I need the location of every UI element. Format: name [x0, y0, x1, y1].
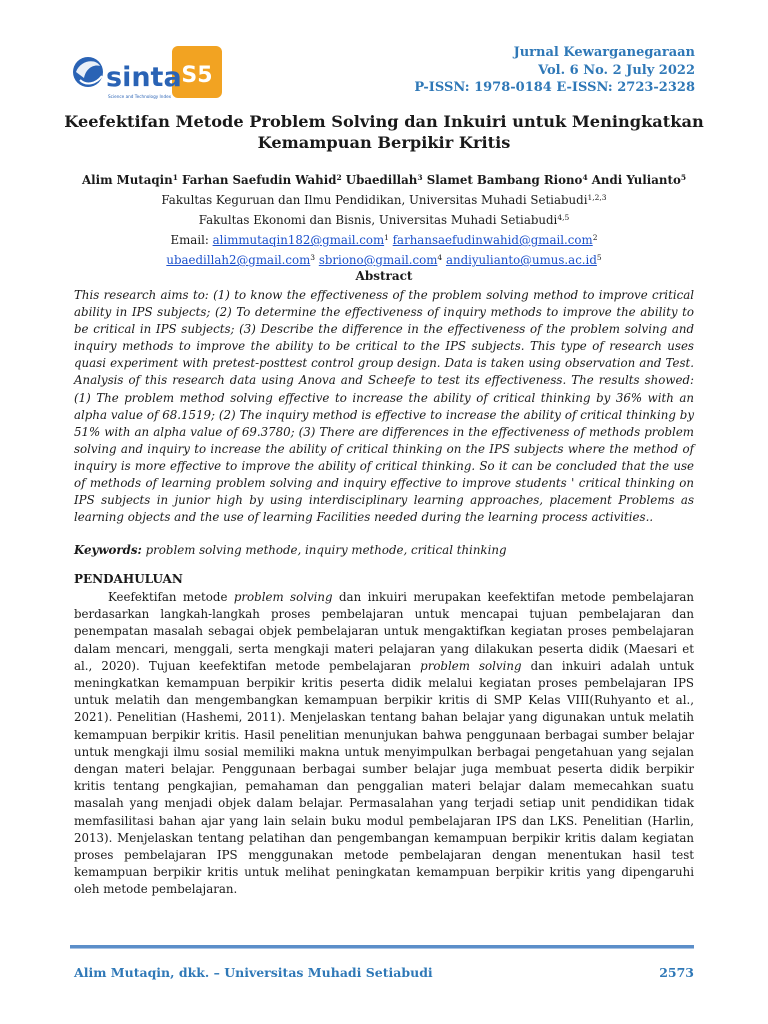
sinta-logo-mark: [73, 46, 222, 99]
email-line-2: [40, 249, 728, 269]
svg-text:Science and Technology Index: Science and Technology Index: [108, 94, 172, 99]
affiliation-text: Fakultas Ekonomi dan Bisnis, Universitas Muhadi Setiabudi: [198, 213, 558, 227]
author-names: [40, 169, 728, 189]
keywords-text: problem solving methode, inquiry methode, critical thinking: [145, 543, 507, 557]
svg-text:S5: S5: [181, 63, 213, 88]
abstract-text: This research aims to: (1) to know the effectiveness of the problem solving method to improve critical ability in IPS subjects; (2) To determine the effectiveness of inquiry methods to improve the ability to be critical in IPS subjects; (3) Describe the difference in the effectiveness of the problem solving and inquiry methods to improve the ability to be critical to the IPS subjects. This type of research uses quasi experiment with pretest-posttest control group design. Data is taken using observation and Test. Analysis of this research data using Anova and Scheefe to test its effectiveness. The results showed: (1) The problem method solving effective to increase the ability of critical thinking by 36% with an alpha value of 68.1519; (2) The inquiry method is effective to increase the ability of critical thinking by 51% with an alpha value of 69.3780; (3) There are differences in the effectiveness of methods problem solving and inquiry to increase the ability of critical thinking on the IPS subjects where the method of inquiry is more effective to improve the ability of critical thinking. So it can be concluded that the use of methods of learning problem solving and inquiry effective to improve students ' critical thinking on IPS subjects in junior high by using interdisciplinary learning approaches, placement Problems as learning objects and the use of learning Facilities needed during the learning process activities..: [74, 288, 694, 525]
abstract-heading: Abstract: [355, 269, 413, 283]
intro-text: Keefektifan metode: [108, 590, 228, 604]
affiliation-sup: 4,5: [557, 213, 570, 222]
paper-title: Keefektifan Metode Problem Solving dan Inkuiri untuk Meningkatkan Kemampuan Berpikir Kritis: [64, 112, 704, 152]
author-name: Alim Mutaqin: [81, 173, 173, 187]
email-label: Email:: [170, 233, 209, 247]
sinta-logo: [70, 42, 230, 104]
author-sup: 5: [680, 173, 687, 182]
author-sup: 4: [582, 173, 588, 182]
affiliation-1: [40, 189, 728, 209]
author-block: [40, 169, 728, 269]
intro-term: problem solving: [233, 590, 333, 604]
footer-authors: Alim Mutaqin, dkk. – Universitas Muhadi Setiabudi: [74, 965, 433, 980]
page-number: 2573: [659, 965, 694, 980]
keywords: [74, 542, 694, 559]
author-name: Farhan Saefudin Wahid: [182, 173, 337, 187]
author-name: Ubaedillah: [345, 173, 418, 187]
affiliation-sup: 1,2,3: [587, 193, 607, 202]
email-link[interactable]: ubaedillah2@gmail.com: [166, 253, 311, 267]
author-sup: 2: [336, 173, 342, 182]
email-link[interactable]: andiyulianto@umus.ac.id: [445, 253, 597, 267]
author-sup: 3: [417, 173, 423, 182]
affiliation-2: [40, 209, 728, 229]
journal-issn: P-ISSN: 1978-0184 E-ISSN: 2723-2328: [414, 80, 695, 95]
keywords-label: Keywords:: [74, 543, 142, 557]
journal-name: Jurnal Kewarganegaraan: [513, 45, 695, 60]
email-sup: 2: [592, 233, 598, 242]
intro-text: dan inkuiri adalah untuk meningkatkan kemampuan berpikir kritis peserta didik melalui kegiatan proses pembelajaran IPS untuk melatih dan mengembangkan kemampuan berpikir kritis di SMP Kelas VIII(Ruhyanto et al., 2021). Penelitian (Hashemi, 2011). Menjelaskan tentang bahan belajar yang digunakan untuk melatih kemampuan berpikir kritis. Hasil penelitian menunjukan bahwa penggunaan berbagai sumber belajar untuk mengkaji ilmu sosial memiliki makna untuk menyimpulkan berbagai pengetahuan yang sejalan dengan materi belajar. Penggunaan berbagai sumber belajar juga membuat peserta didik berpikir kritis tentang pengkajian, pemahaman dan penggalian materi belajar dalam memecahkan suatu masalah yang menjadi objek dalam belajar. Permasalahan yang terjadi setiap unit pendidikan tidak memfasilitasi bahan ajar yang lain selain buku modul pembelajaran IPS dan LKS. Penelitian (Harlin, 2013). Menjelaskan tentang pelatihan dan pengembangan kemampuan berpikir kritis dalam kegiatan proses pembelajaran IPS menggunakan metode pembelajaran dengan menentukan hasil test kemampuan berpikir kritis untuk melihat peningkatan kemampuan berpikir kritis yang dipengaruhi oleh metode pembelajaran.: [74, 658, 694, 897]
intro-paragraph: [74, 589, 694, 899]
journal-info: [414, 44, 695, 97]
intro-term: problem solving: [420, 658, 522, 673]
author-name: Slamet Bambang Riono: [426, 173, 583, 187]
email-sup: 5: [596, 253, 602, 262]
footer-rule: [70, 945, 694, 949]
author-name: Andi Yulianto: [591, 173, 681, 187]
journal-volume: Vol. 6 No. 2 July 2022: [538, 62, 695, 78]
email-link[interactable]: farhansaefudinwahid@gmail.com: [392, 233, 593, 247]
affiliation-text: Fakultas Keguruan dan Ilmu Pendidikan, Universitas Muhadi Setiabudi: [161, 193, 588, 207]
section-heading: PENDAHULUAN: [74, 572, 183, 586]
email-sup: 1: [384, 233, 389, 242]
email-link[interactable]: sbriono@gmail.com: [318, 253, 438, 267]
email-link[interactable]: alimmutaqin182@gmail.com: [212, 233, 385, 247]
author-sup: 1: [172, 173, 178, 182]
email-sup: 4: [437, 253, 443, 262]
email-line-1: [40, 229, 728, 249]
svg-text:sinta: sinta: [106, 62, 182, 93]
email-sup: 3: [310, 253, 316, 262]
intro-text: dan inkuiri merupakan keefektifan metode pembelajaran berdasarkan langkah-langkah proses pembelajaran untuk mencapai tujuan pembelajaran dan penempatan masalah sebagai objek pembelajaran untuk mengaktifkan kegiatan proses pembelajaran dalam mencari, menggali, serta mengkaji materi pelajaran yang dilakukan peserta didik (Maesari et al., 2020). Tujuan keefektifan metode pembelajaran: [74, 590, 695, 673]
